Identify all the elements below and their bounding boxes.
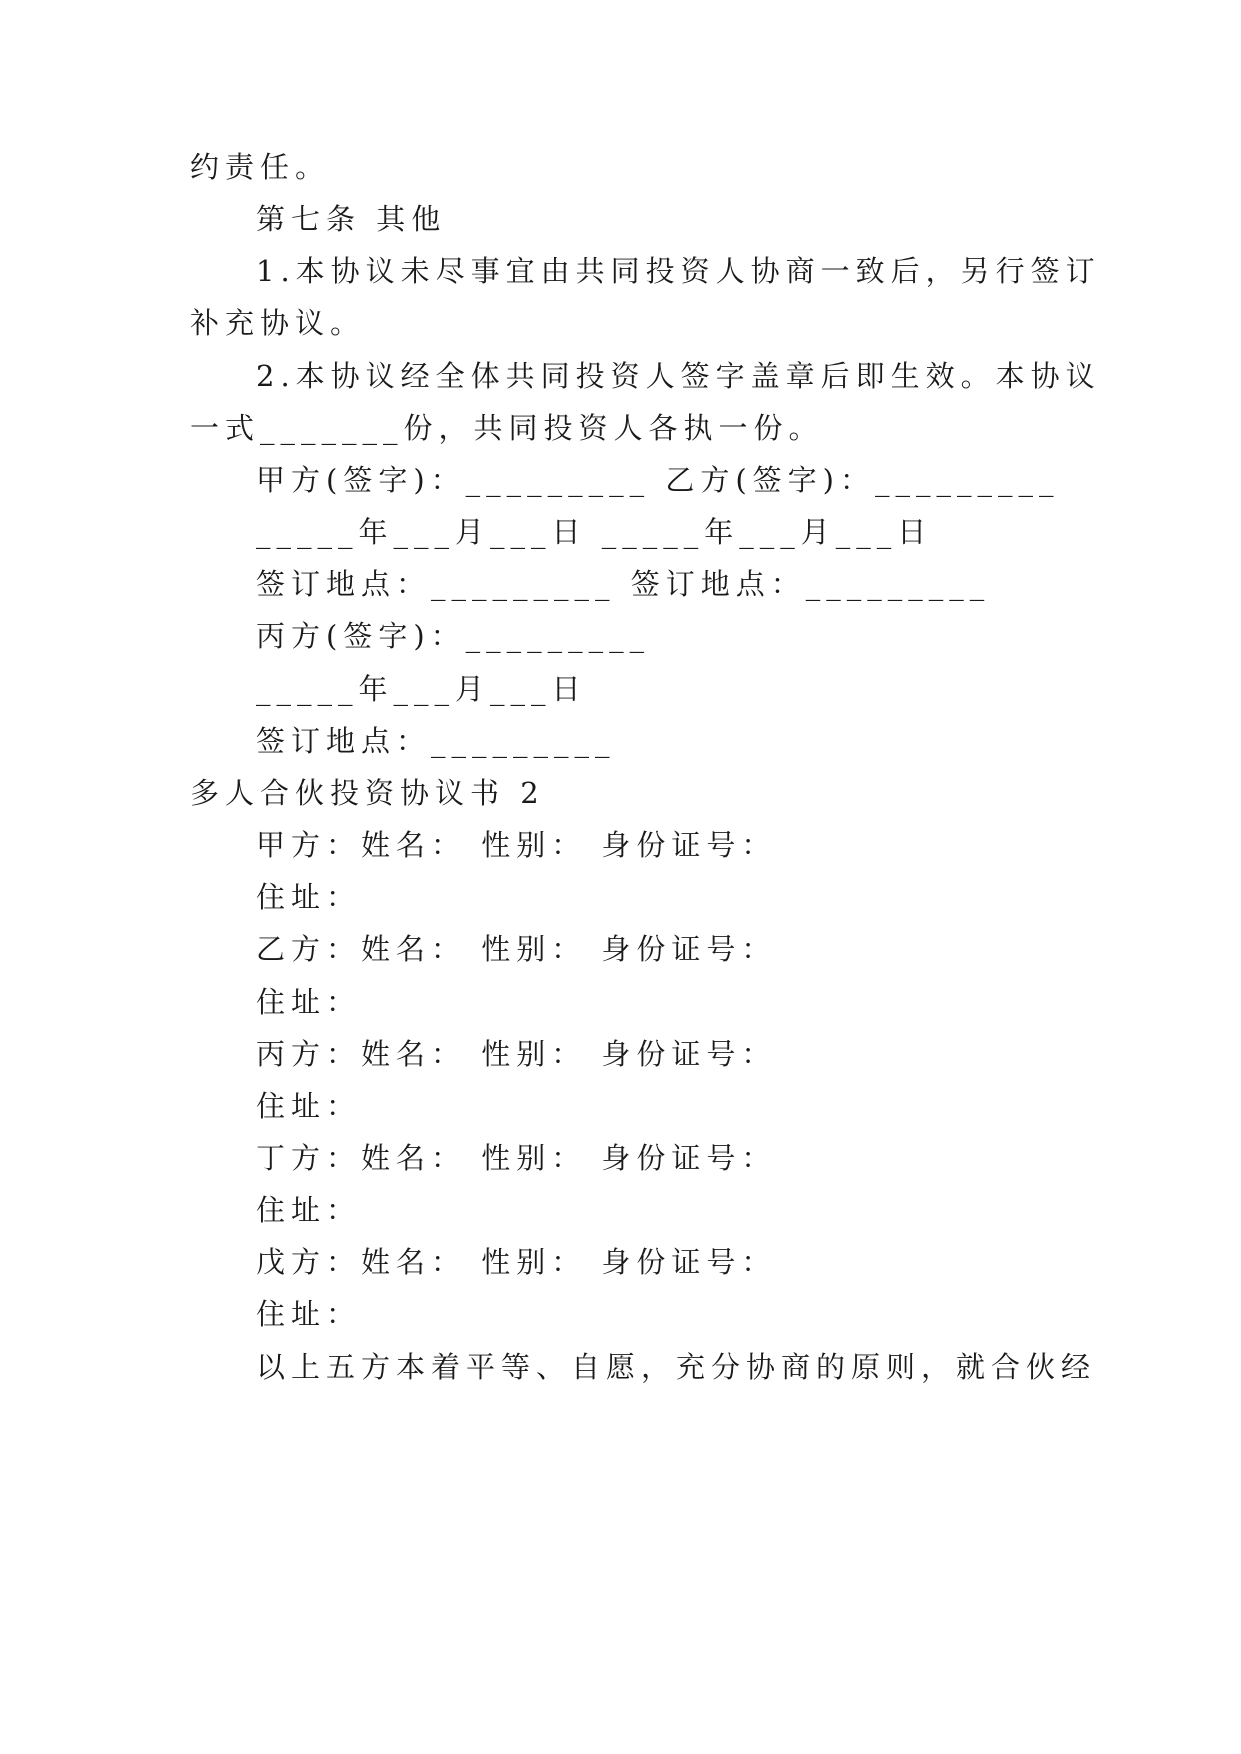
signature-line: 甲方(签字)：_________ 乙方(签字)：_________: [256, 463, 1060, 497]
text-line: 以上五方本着平等、自愿，充分协商的原则，就合伙经: [256, 1350, 1097, 1384]
date-line: _____年___月___日 _____年___月___日: [256, 515, 933, 549]
place-line: 签订地点：_________ 签订地点：_________: [256, 567, 991, 601]
text-line: 1.本协议未尽事宜由共同投资人协商一致后，另行签订: [256, 254, 1101, 288]
address-line: 住址：: [256, 1089, 362, 1123]
address-line: 住址：: [256, 1193, 362, 1227]
article-heading: 第七条 其他: [256, 202, 447, 236]
party-line: 丁方：姓名： 性别： 身份证号：: [256, 1141, 777, 1175]
text-line: 2.本协议经全体共同投资人签字盖章后即生效。本协议: [256, 359, 1101, 393]
place-line: 签订地点：_________: [256, 724, 616, 758]
date-line: _____年___月___日: [256, 672, 587, 706]
party-line: 甲方：姓名： 性别： 身份证号：: [256, 828, 777, 862]
address-line: 住址：: [256, 1297, 362, 1331]
address-line: 住址：: [256, 985, 362, 1019]
address-line: 住址：: [256, 880, 362, 914]
text-line: 补充协议。: [190, 306, 366, 340]
party-line: 戊方：姓名： 性别： 身份证号：: [256, 1245, 777, 1279]
text-line: 约责任。: [190, 150, 331, 184]
party-line: 丙方：姓名： 性别： 身份证号：: [256, 1037, 777, 1071]
signature-line: 丙方(签字)：_________: [256, 619, 651, 653]
text-line: 一式_______份，共同投资人各执一份。: [190, 411, 824, 445]
document-title: 多人合伙投资协议书 2: [190, 776, 545, 810]
party-line: 乙方：姓名： 性别： 身份证号：: [256, 932, 777, 966]
